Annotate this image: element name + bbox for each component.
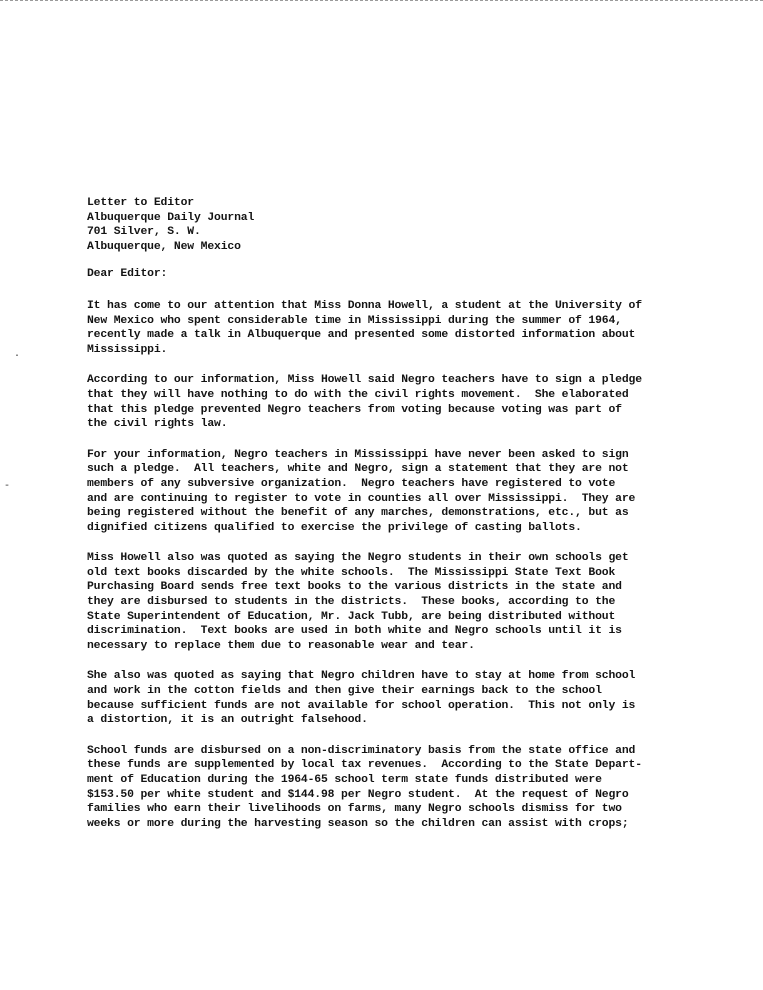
paragraph-line: recently made a talk in Albuquerque and presented some distorted information about — [87, 329, 636, 342]
paragraph-5 — [87, 669, 727, 727]
paragraph-line: that this pledge prevented Negro teachers from voting because voting was part of — [87, 403, 622, 416]
paragraph-line: discrimination. Text books are used in both white and Negro schools until it is — [87, 625, 622, 638]
paragraph-line: families who earn their livelihoods on farms, many Negro schools dismiss for two — [87, 803, 622, 816]
paragraph-line: a distortion, it is an outright falsehood. — [87, 714, 368, 727]
paragraph-line: $153.50 per white student and $144.98 per Negro student. At the request of Negro — [87, 788, 629, 801]
paragraph-line: members of any subversive organization. Negro teachers have registered to vote — [87, 477, 616, 490]
paragraph-line: ment of Education during the 1964-65 school term state funds distributed were — [87, 774, 602, 786]
paragraph-line: and are continuing to register to vote in counties all over Mississippi. They are — [87, 492, 636, 505]
paragraph-line: they are disbursed to students in the districts. These books, according to the — [87, 596, 616, 609]
paragraph-line: that they will have nothing to do with the civil rights movement. She elaborated — [87, 388, 629, 401]
paragraph-line: weeks or more during the harvesting season so the children can assist with crops; — [87, 817, 629, 830]
address-line: Albuquerque Daily Journal — [87, 211, 255, 224]
paragraph-line: dignified citizens qualified to exercise the privilege of casting ballots. — [87, 521, 582, 534]
paragraph-line: such a pledge. All teachers, white and Negro, sign a statement that they are not — [87, 463, 629, 476]
paragraph-line: It has come to our attention that Miss Donna Howell, a student at the University of — [87, 299, 642, 312]
paragraph-3 — [87, 448, 727, 536]
paragraph-line: New Mexico who spent considerable time in Mississippi during the summer of 1964, — [87, 314, 622, 327]
salutation: Dear Editor: — [87, 268, 168, 281]
paragraph-line: Mississippi. — [87, 343, 168, 356]
page-top-perforation — [0, 0, 763, 1]
paragraph-2 — [87, 373, 727, 431]
recipient-address — [87, 196, 727, 254]
paragraph-line: State Superintendent of Education, Mr. Jack Tubb, are being distributed without — [87, 610, 616, 623]
paragraph-line: Miss Howell also was quoted as saying the Negro students in their own schools get — [87, 552, 629, 565]
address-line: Albuquerque, New Mexico — [87, 240, 241, 253]
address-line: 701 Silver, S. W. — [87, 226, 201, 239]
paragraph-line: the civil rights law. — [87, 418, 228, 431]
paragraph-line: old text books discarded by the white schools. The Mississippi State Text Book — [87, 566, 616, 579]
paragraph-line: According to our information, Miss Howell said Negro teachers have to sign a pledge — [87, 374, 642, 387]
paragraph-line: Purchasing Board sends free text books to the various districts in the state and — [87, 581, 622, 594]
paragraph-6 — [87, 744, 727, 832]
paragraph-1 — [87, 299, 727, 357]
paragraph-line: For your information, Negro teachers in Mississippi have never been asked to sign — [87, 448, 629, 461]
paragraph-line: because sufficient funds are not available for school operation. This not only is — [87, 699, 636, 712]
paragraph-line: and work in the cotton fields and then give their earnings back to the school — [87, 685, 602, 698]
paragraph-line: necessary to replace them due to reasonable wear and tear. — [87, 639, 475, 652]
letter-body — [87, 196, 727, 847]
paragraph-4 — [87, 551, 727, 653]
paragraph-line: being registered without the benefit of any marches, demonstrations, etc., but as — [87, 507, 629, 520]
salutation-block — [87, 267, 727, 282]
margin-speck: ‐ — [4, 481, 11, 492]
paragraph-line: She also was quoted as saying that Negro children have to stay at home from school — [87, 670, 636, 683]
paragraph-line: School funds are disbursed on a non-discriminatory basis from the state office and — [87, 744, 636, 757]
paragraph-line: these funds are supplemented by local tax revenues. According to the State Depart- — [87, 759, 642, 772]
address-line: Letter to Editor — [87, 197, 194, 209]
margin-speck: · — [14, 351, 21, 362]
